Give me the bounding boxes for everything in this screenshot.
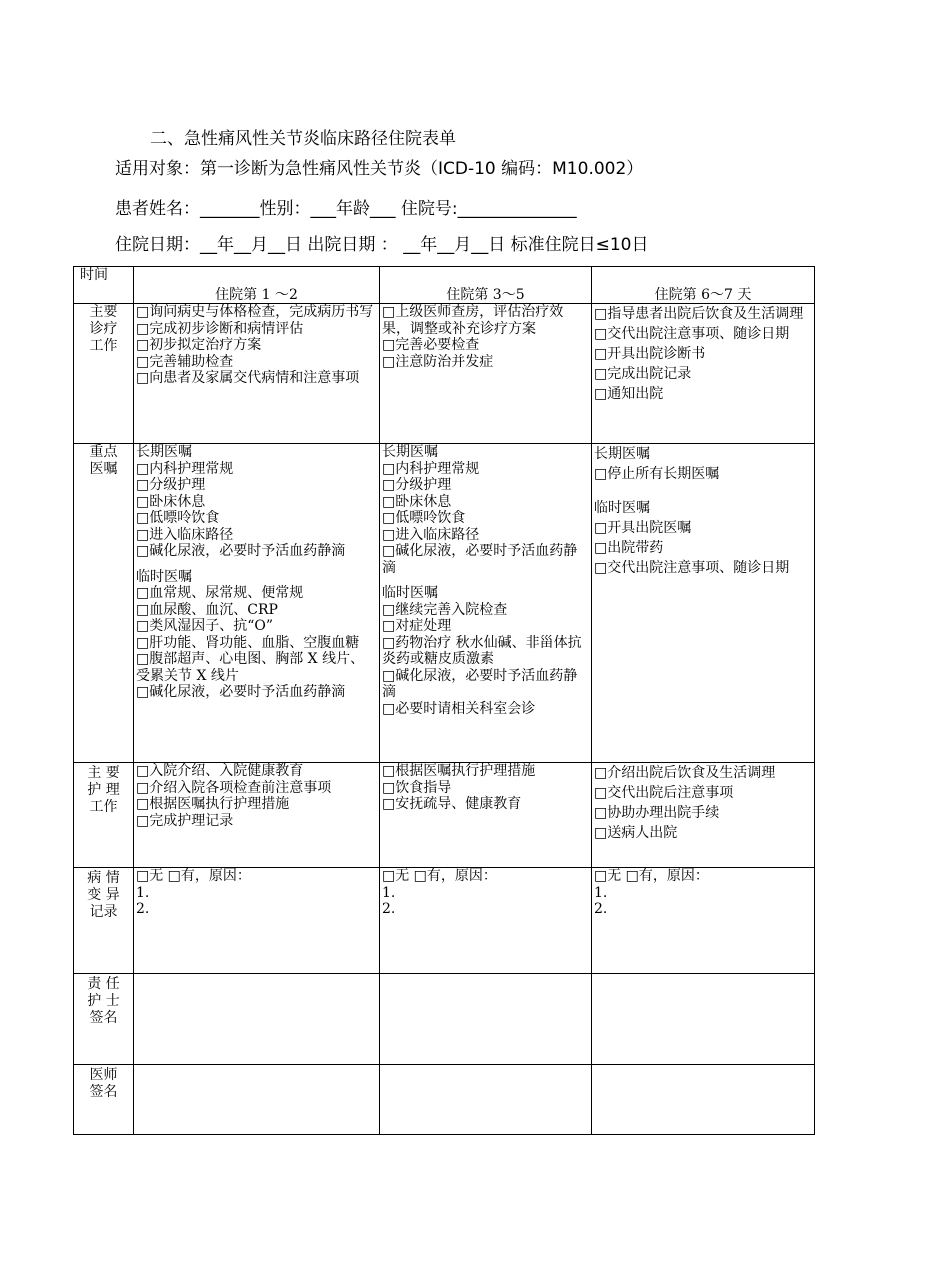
checklist-item: □碱化尿液，必要时予活血药静滴 — [382, 667, 578, 700]
checklist-item: □血常规、尿常规、便常规 — [136, 585, 304, 601]
header-row — [74, 267, 815, 304]
diag-day1-2-cell — [134, 304, 380, 444]
doctor-signature-field[interactable] — [592, 1065, 815, 1135]
checklist-item: □送病人出院 — [594, 825, 678, 841]
checklist-item: □完成出院记录 — [594, 366, 692, 382]
long-term-orders-title: 长期医嘱 — [136, 444, 192, 460]
checklist — [594, 518, 812, 578]
checklist-item: □完成护理记录 — [136, 812, 234, 829]
checklist — [136, 304, 377, 387]
checklist-item: □注意防治并发症 — [382, 353, 494, 370]
row-label-text: 重点 医嘱 — [89, 444, 118, 477]
checklist-item: 1. — [594, 884, 608, 901]
row-label-diagnosis — [74, 304, 134, 444]
orders-day1-2-cell — [134, 444, 380, 763]
row-label-text: 主要 诊疗 工作 — [89, 304, 118, 354]
checklist-item: □交代出院注意事项、随诊日期 — [594, 326, 790, 342]
checklist-item: □入院介绍、入院健康教育 — [136, 763, 304, 779]
checklist-item: □指导患者出院后饮食及生活调理 — [594, 306, 804, 322]
checklist — [382, 868, 589, 918]
patient-info-line: 患者姓名：_______性别：___年龄___ 住院号:______________ — [115, 199, 577, 219]
checklist-item: □无 □有，原因： — [594, 868, 709, 884]
checklist-item: □进入临床路径 — [382, 526, 480, 543]
temporary-orders-title: 临时医嘱 — [136, 568, 192, 585]
checklist-item: □低嘌呤饮食 — [382, 510, 466, 526]
checklist-item: □药物治疗 秋水仙碱、非甾体抗炎药或糖皮质激素 — [382, 634, 582, 667]
checklist-item: 2. — [136, 901, 150, 917]
checklist-item: □初步拟定治疗方案 — [136, 337, 262, 353]
checklist-item: □向患者及家属交代病情和注意事项 — [136, 370, 360, 386]
checklist-item: □完成初步诊断和病情评估 — [136, 320, 304, 337]
checklist-item: □内科护理常规 — [382, 460, 480, 477]
nursing-day6-7-cell — [592, 763, 815, 868]
checklist — [594, 464, 812, 484]
checklist — [382, 602, 589, 718]
row-label-text: 责 任 护 士 签名 — [87, 976, 120, 1026]
checklist-item: □对症处理 — [382, 618, 452, 634]
row-label-variation — [74, 868, 134, 974]
temporary-orders-title: 临时医嘱 — [382, 585, 438, 601]
hospital-dates-line: 住院日期：__年__月__日 出院日期 ： __年__月__日 标准住院日≤10日 — [115, 235, 649, 255]
diag-day3-5-cell — [380, 304, 592, 444]
checklist-item: □完善必要检查 — [382, 337, 480, 353]
checklist-item: □询问病史与体格检查，完成病历书写 — [136, 304, 374, 320]
row-label-nursing — [74, 763, 134, 868]
row-label-orders — [74, 444, 134, 763]
row-label-doctor-signature — [74, 1065, 134, 1135]
diagnosis-work-row — [74, 304, 815, 444]
checklist-item: □交代出院后注意事项 — [594, 785, 734, 801]
checklist-item: □碱化尿液，必要时予活血药静滴 — [136, 543, 346, 559]
checklist-item: □饮食指导 — [382, 779, 452, 796]
checklist-item: □通知出院 — [594, 386, 664, 402]
checklist-item: □交代出院注意事项、随诊日期 — [594, 560, 790, 576]
checklist-item: 2. — [382, 901, 396, 917]
column-header-day1-2: 住院第 1 ～2 — [134, 267, 380, 304]
checklist-item: □碱化尿液，必要时予活血药静滴 — [382, 543, 578, 576]
time-label: 时间 — [74, 267, 134, 304]
row-label-text: 医师 签名 — [89, 1067, 118, 1100]
checklist — [382, 763, 589, 813]
temporary-orders-title: 临时医嘱 — [594, 500, 650, 516]
checklist-item: □根据医嘱执行护理措施 — [382, 763, 536, 779]
checklist-item: □低嘌呤饮食 — [136, 510, 220, 526]
checklist-item: □开具出院诊断书 — [594, 346, 706, 362]
checklist — [594, 868, 812, 918]
checklist-item: □类风湿因子、抗“O” — [136, 618, 274, 634]
row-label-text: 主 要 护 理 工作 — [87, 765, 120, 815]
form-title: 二、急性痛风性关节炎临床路径住院表单 — [150, 129, 456, 149]
checklist-item: □出院带药 — [594, 540, 664, 556]
checklist-item: □分级护理 — [382, 477, 452, 493]
long-term-orders-title: 长期医嘱 — [594, 446, 650, 462]
diag-day6-7-cell — [592, 304, 815, 444]
nurse-signature-field[interactable] — [134, 974, 380, 1065]
checklist-item: 1. — [382, 884, 396, 901]
nurse-signature-field[interactable] — [592, 974, 815, 1065]
nurse-signature-row — [74, 974, 815, 1065]
checklist-item: □完善辅助检查 — [136, 353, 234, 370]
variation-record-row — [74, 868, 815, 974]
nursing-day1-2-cell — [134, 763, 380, 868]
checklist-item: □根据医嘱执行护理措施 — [136, 796, 290, 812]
checklist-item: 2. — [594, 901, 608, 917]
checklist-item: □无 □有，原因： — [382, 868, 497, 884]
checklist-item: □上级医师查房，评估治疗效果，调整或补充诊疗方案 — [382, 304, 564, 337]
row-label-nurse-signature — [74, 974, 134, 1065]
checklist-item: □肝功能、肾功能、血脂、空腹血糖 — [136, 634, 360, 651]
checklist-item: □协助办理出院手续 — [594, 805, 720, 821]
variation-day6-7-cell — [592, 868, 815, 974]
checklist — [136, 585, 377, 701]
nursing-work-row — [74, 763, 815, 868]
row-label-text: 病 情 变 异 记录 — [87, 870, 120, 920]
key-orders-row — [74, 444, 815, 763]
checklist-item: □进入临床路径 — [136, 526, 234, 543]
doctor-signature-field[interactable] — [134, 1065, 380, 1135]
nursing-day3-5-cell — [380, 763, 592, 868]
applicable-scope: 适用对象：第一诊断为急性痛风性关节炎（ICD-10 编码：M10.002） — [115, 159, 644, 179]
checklist-item: □内科护理常规 — [136, 460, 234, 477]
checklist — [136, 868, 377, 918]
column-header-day6-7: 住院第 6～7 天 — [592, 267, 815, 304]
checklist-item: □分级护理 — [136, 477, 206, 493]
orders-day6-7-cell — [592, 444, 815, 763]
variation-day1-2-cell — [134, 868, 380, 974]
checklist-item: □介绍入院各项检查前注意事项 — [136, 779, 332, 796]
doctor-signature-row — [74, 1065, 815, 1135]
checklist-item: □卧床休息 — [136, 493, 206, 510]
checklist — [594, 304, 812, 404]
checklist-item: □血尿酸、血沉、CRP — [136, 601, 278, 618]
nurse-signature-field[interactable] — [380, 974, 592, 1065]
checklist-item: □介绍出院后饮食及生活调理 — [594, 765, 776, 781]
checklist — [382, 304, 589, 370]
checklist-item: 1. — [136, 884, 150, 901]
checklist-item: □卧床休息 — [382, 493, 452, 510]
orders-day3-5-cell — [380, 444, 592, 763]
checklist-item: □开具出院医嘱 — [594, 520, 692, 536]
checklist — [594, 763, 812, 843]
checklist-item: □继续完善入院检查 — [382, 601, 508, 618]
variation-day3-5-cell — [380, 868, 592, 974]
checklist — [382, 461, 589, 577]
checklist — [136, 763, 377, 829]
clinical-pathway-table — [73, 266, 815, 1135]
checklist-item: □碱化尿液，必要时予活血药静滴 — [136, 684, 346, 700]
checklist — [136, 461, 377, 560]
doctor-signature-field[interactable] — [380, 1065, 592, 1135]
long-term-orders-title: 长期医嘱 — [382, 444, 438, 460]
checklist-item: □腹部超声、心电图、胸部 X 线片、受累关节 X 线片 — [136, 651, 365, 684]
checklist-item: □必要时请相关科室会诊 — [382, 700, 536, 717]
checklist-item: □无 □有，原因： — [136, 868, 251, 884]
column-header-day3-5: 住院第 3～5 — [380, 267, 592, 304]
checklist-item: □安抚疏导、健康教育 — [382, 796, 522, 812]
checklist-item: □停止所有长期医嘱 — [594, 466, 720, 482]
